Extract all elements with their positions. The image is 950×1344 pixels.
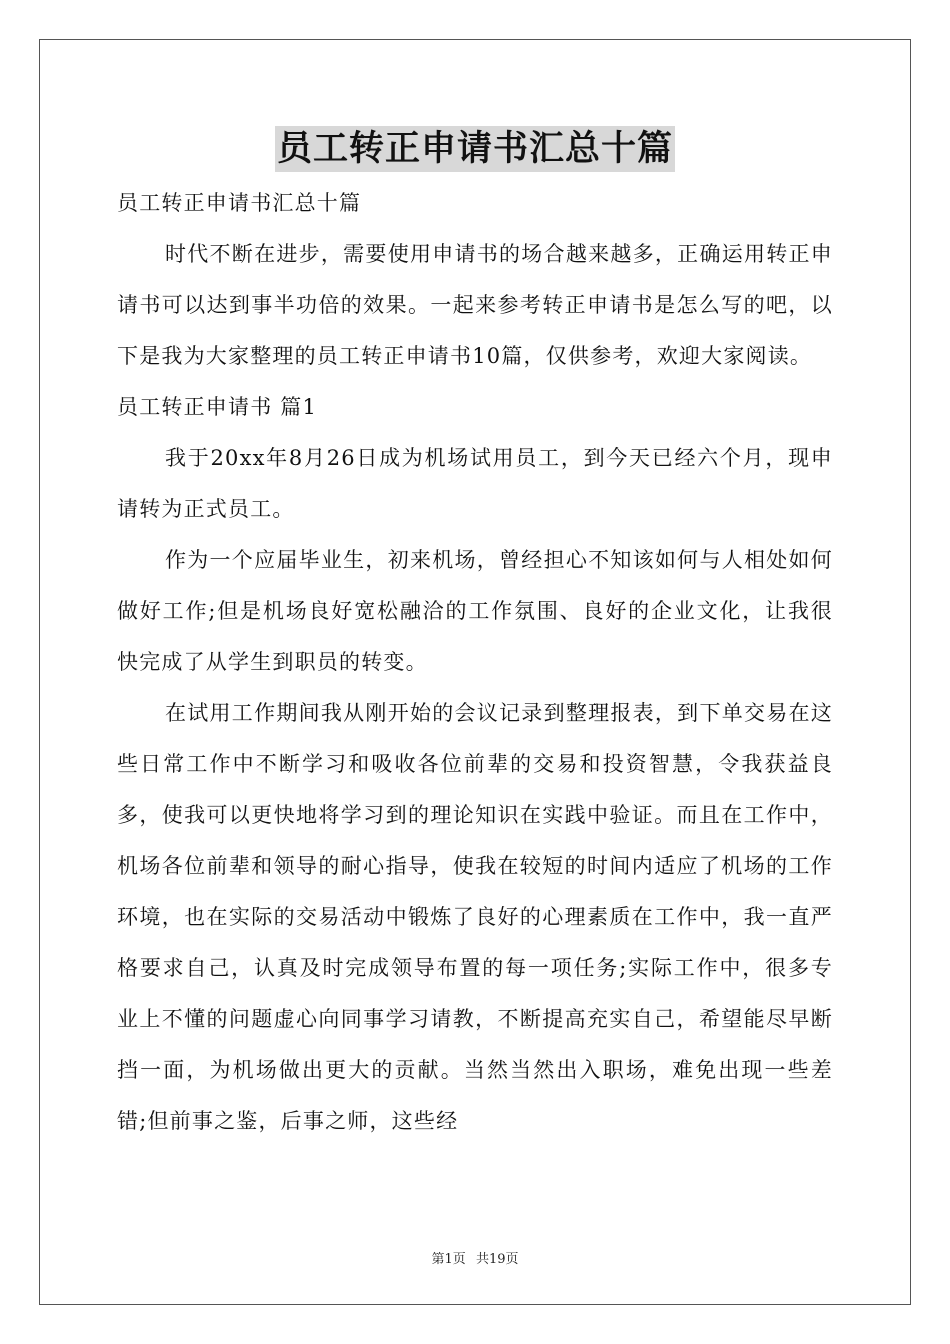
page-number: 第1页 xyxy=(431,1252,466,1267)
paragraph-subtitle: 员工转正申请书汇总十篇 xyxy=(117,191,362,215)
document-title xyxy=(0,126,950,172)
document-body xyxy=(117,178,833,1147)
page-footer xyxy=(0,1248,950,1267)
paragraph: 在试用工作期间我从刚开始的会议记录到整理报表，到下单交易在这些日常工作中不断学习和吸收各位前辈的交易和投资智慧，令我获益良多，使我可以更快地将学习到的理论知识在实践中验证。而且在工作中，机场各位前辈和领导的耐心指导，使我在较短的时间内适应了机场的工作环境，也在实际的交易活动中锻炼了良好的心理素质在工作中，我一直严格要求自己，认真及时完成领导布置的每一项任务;实际工作中，很多专业上不懂的问题虚心向同事学习请教，不断提高充实自己，希望能尽早断挡一面，为机场做出更大的贡献。当然当然出入职场，难免出现一些差错;但前事之鉴，后事之师，这些经 xyxy=(117,701,833,1133)
document-title-text: 员工转正申请书汇总十篇 xyxy=(275,126,675,172)
section-heading: 员工转正申请书 篇1 xyxy=(117,395,318,419)
paragraph: 我于20xx年8月26日成为机场试用员工，到今天已经六个月，现申请转为正式员工。 xyxy=(117,446,833,521)
paragraph: 作为一个应届毕业生，初来机场，曾经担心不知该如何与人相处如何做好工作;但是机场良好宽松融洽的工作氛围、良好的企业文化，让我很快完成了从学生到职员的转变。 xyxy=(117,548,833,674)
paragraph-intro: 时代不断在进步，需要使用申请书的场合越来越多，正确运用转正申请书可以达到事半功倍的效果。一起来参考转正申请书是怎么写的吧，以下是我为大家整理的员工转正申请书10篇，仅供参考，欢迎大家阅读。 xyxy=(117,242,833,368)
page-total: 共19页 xyxy=(475,1252,519,1267)
